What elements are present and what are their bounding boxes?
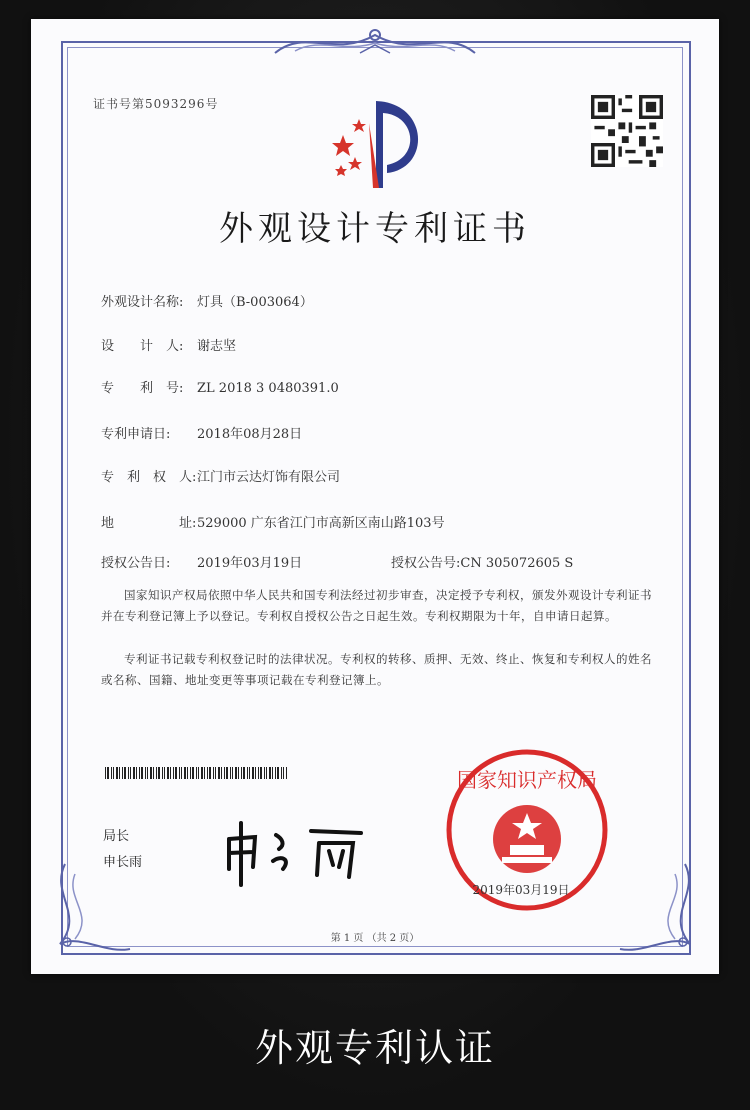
barcode-icon [105,767,287,779]
field-value: ZL 2018 3 0480391.0 [197,381,339,396]
statement-paragraph-1: 国家知识产权局依照中华人民共和国专利法经过初步审查，决定授予专利权，颁发外观设计专利证书并在专利登记簿上予以登记。专利权自授权公告之日起生效。专利权期限为十年，自申请日起算。 [101,588,652,623]
field-row [101,466,340,485]
field-value: 2018年08月28日 [197,427,303,442]
field-label: 专 利 号: [101,381,184,396]
field-row [101,512,445,531]
field-pair-2 [391,552,573,571]
field-label: 设 计 人: [101,339,184,354]
field-label: 外观设计名称: [101,295,184,310]
field-value: 江门市云达灯饰有限公司 [197,470,341,485]
caption: 外观专利认证 [254,1026,495,1070]
field-label: 专 利 权 人: [101,470,197,485]
seal-date: 2019年03月19日 [472,883,570,897]
field-row [101,291,313,310]
director-name: 申长雨 [103,855,143,870]
field-row [101,377,339,396]
qr-code-icon [591,95,663,167]
top-ornament-icon [265,23,485,63]
certificate-number: 证书号第5093296号 [93,97,219,111]
seal-lettering: 国家知识产权局 [457,768,597,792]
field-label: 授权公告日: [101,556,171,571]
signature-icon [221,809,381,889]
statement-paragraph-2: 专利证书记载专利权登记时的法律状况。专利权的转移、质押、无效、终止、恢复和专利权人的姓名或名称、国籍、地址变更等事项记载在专利登记簿上。 [101,652,652,687]
field-value: 2019年03月19日 [197,556,303,571]
field-value: CN 305072605 S [460,556,574,571]
field-value: 529000 广东省江门市高新区南山路103号 [197,516,445,531]
field-row [101,423,302,442]
bottom-right-ornament-icon [615,854,705,964]
patent-office-logo-icon [321,93,441,193]
field-label: 地 址: [101,516,197,531]
field-label: 授权公告号: [391,556,461,571]
field-row [101,335,236,354]
certificate-title: 外观设计专利证书 [219,209,531,249]
field-label: 专利申请日: [101,427,171,442]
page-number: 第 1 页 （共 2 页） [330,933,420,944]
field-value: 谢志坚 [197,339,237,354]
certificate-paper [31,19,719,974]
field-row [101,552,574,571]
director-title: 局长 [103,829,130,844]
field-value: 灯具（B-003064） [197,295,313,310]
bottom-left-ornament-icon [45,854,135,964]
